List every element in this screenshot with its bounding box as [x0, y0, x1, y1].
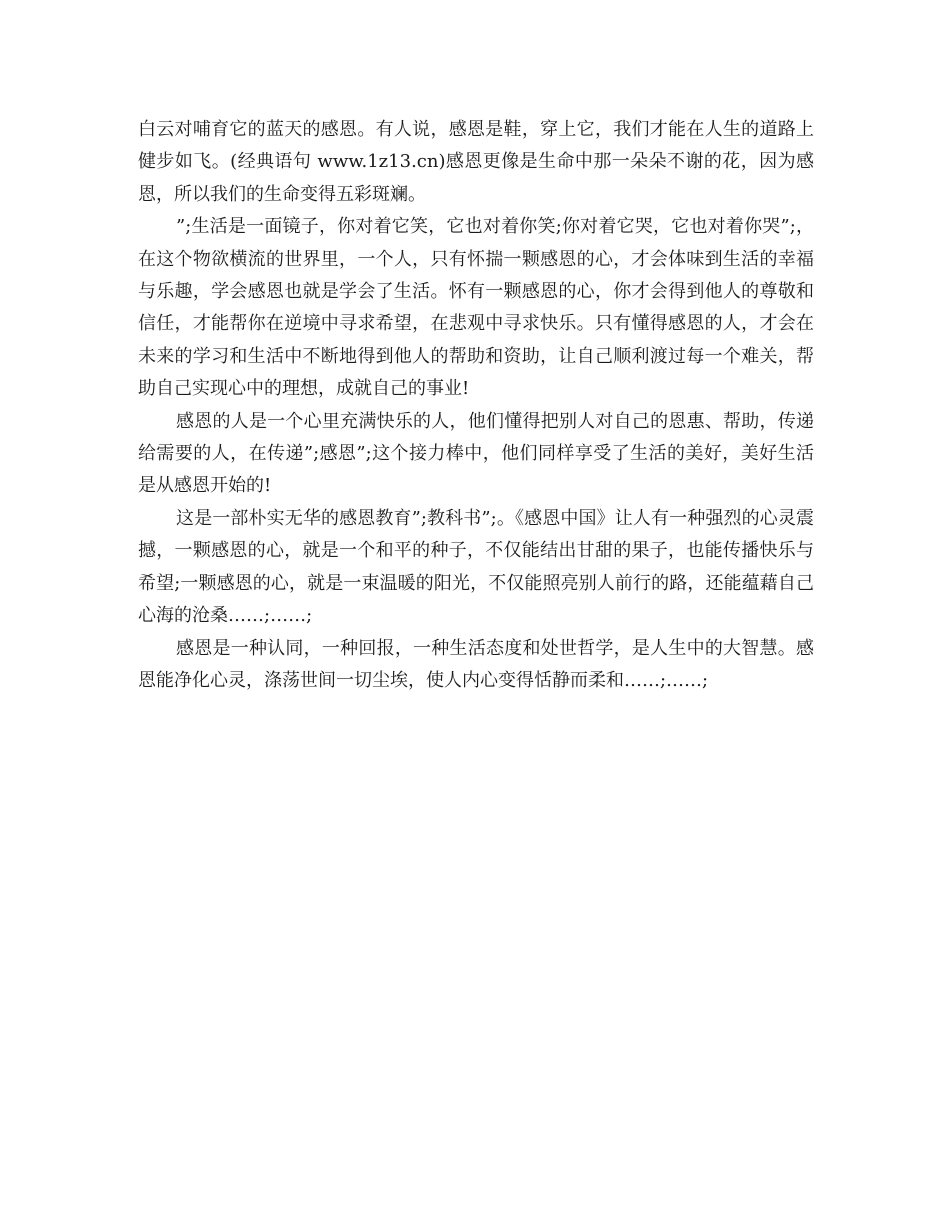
paragraph-3: 感恩的人是一个心里充满快乐的人，他们懂得把别人对自己的恩惠、帮助，传递给需要的人，在传递”;感恩”;这个接力棒中，他们同样享受了生活的美好，美好生活是从感恩开始的! — [138, 410, 814, 497]
paragraph-5: 感恩是一种认同，一种回报，一种生活态度和处世哲学，是人生中的大智慧。感恩能净化心灵，涤荡世间一切尘埃，使人内心变得恬静而柔和……;……; — [138, 637, 814, 691]
paragraph-1: 白云对哺育它的蓝天的感恩。有人说，感恩是鞋，穿上它，我们才能在人生的道路上健步如飞。(经典语句 www.1z13.cn)感恩更像是生命中那一朵朵不谢的花，因为感恩，所以我们的生命变得五彩斑斓。 — [138, 119, 814, 205]
paragraph-2: ”;生活是一面镜子，你对着它笑，它也对着你笑;你对着它哭，它也对着你哭”;，在这个物欲横流的世界里，一个人，只有怀揣一颗感恩的心，才会体味到生活的幸福与乐趣，学会感恩也就是学会了生活。怀有一颗感恩的心，你才会得到他人的尊敬和信任，才能帮你在逆境中寻求希望，在悲观中寻求快乐。只有懂得感恩的人，才会在未来的学习和生活中不断地得到他人的帮助和资助，让自己顺利渡过每一个难关，帮助自己实现心中的理想，成就自己的事业! — [138, 216, 814, 400]
document-body — [138, 114, 814, 697]
paragraph-4: 这是一部朴实无华的感恩教育”;教科书”;。《感恩中国》让人有一种强烈的心灵震撼，一颗感恩的心，就是一个和平的种子，不仅能结出甘甜的果子，也能传播快乐与希望;一颗感恩的心，就是一束温暖的阳光，不仅能照亮别人前行的路，还能蕴藉自己心海的沧桑……;……; — [138, 507, 814, 627]
